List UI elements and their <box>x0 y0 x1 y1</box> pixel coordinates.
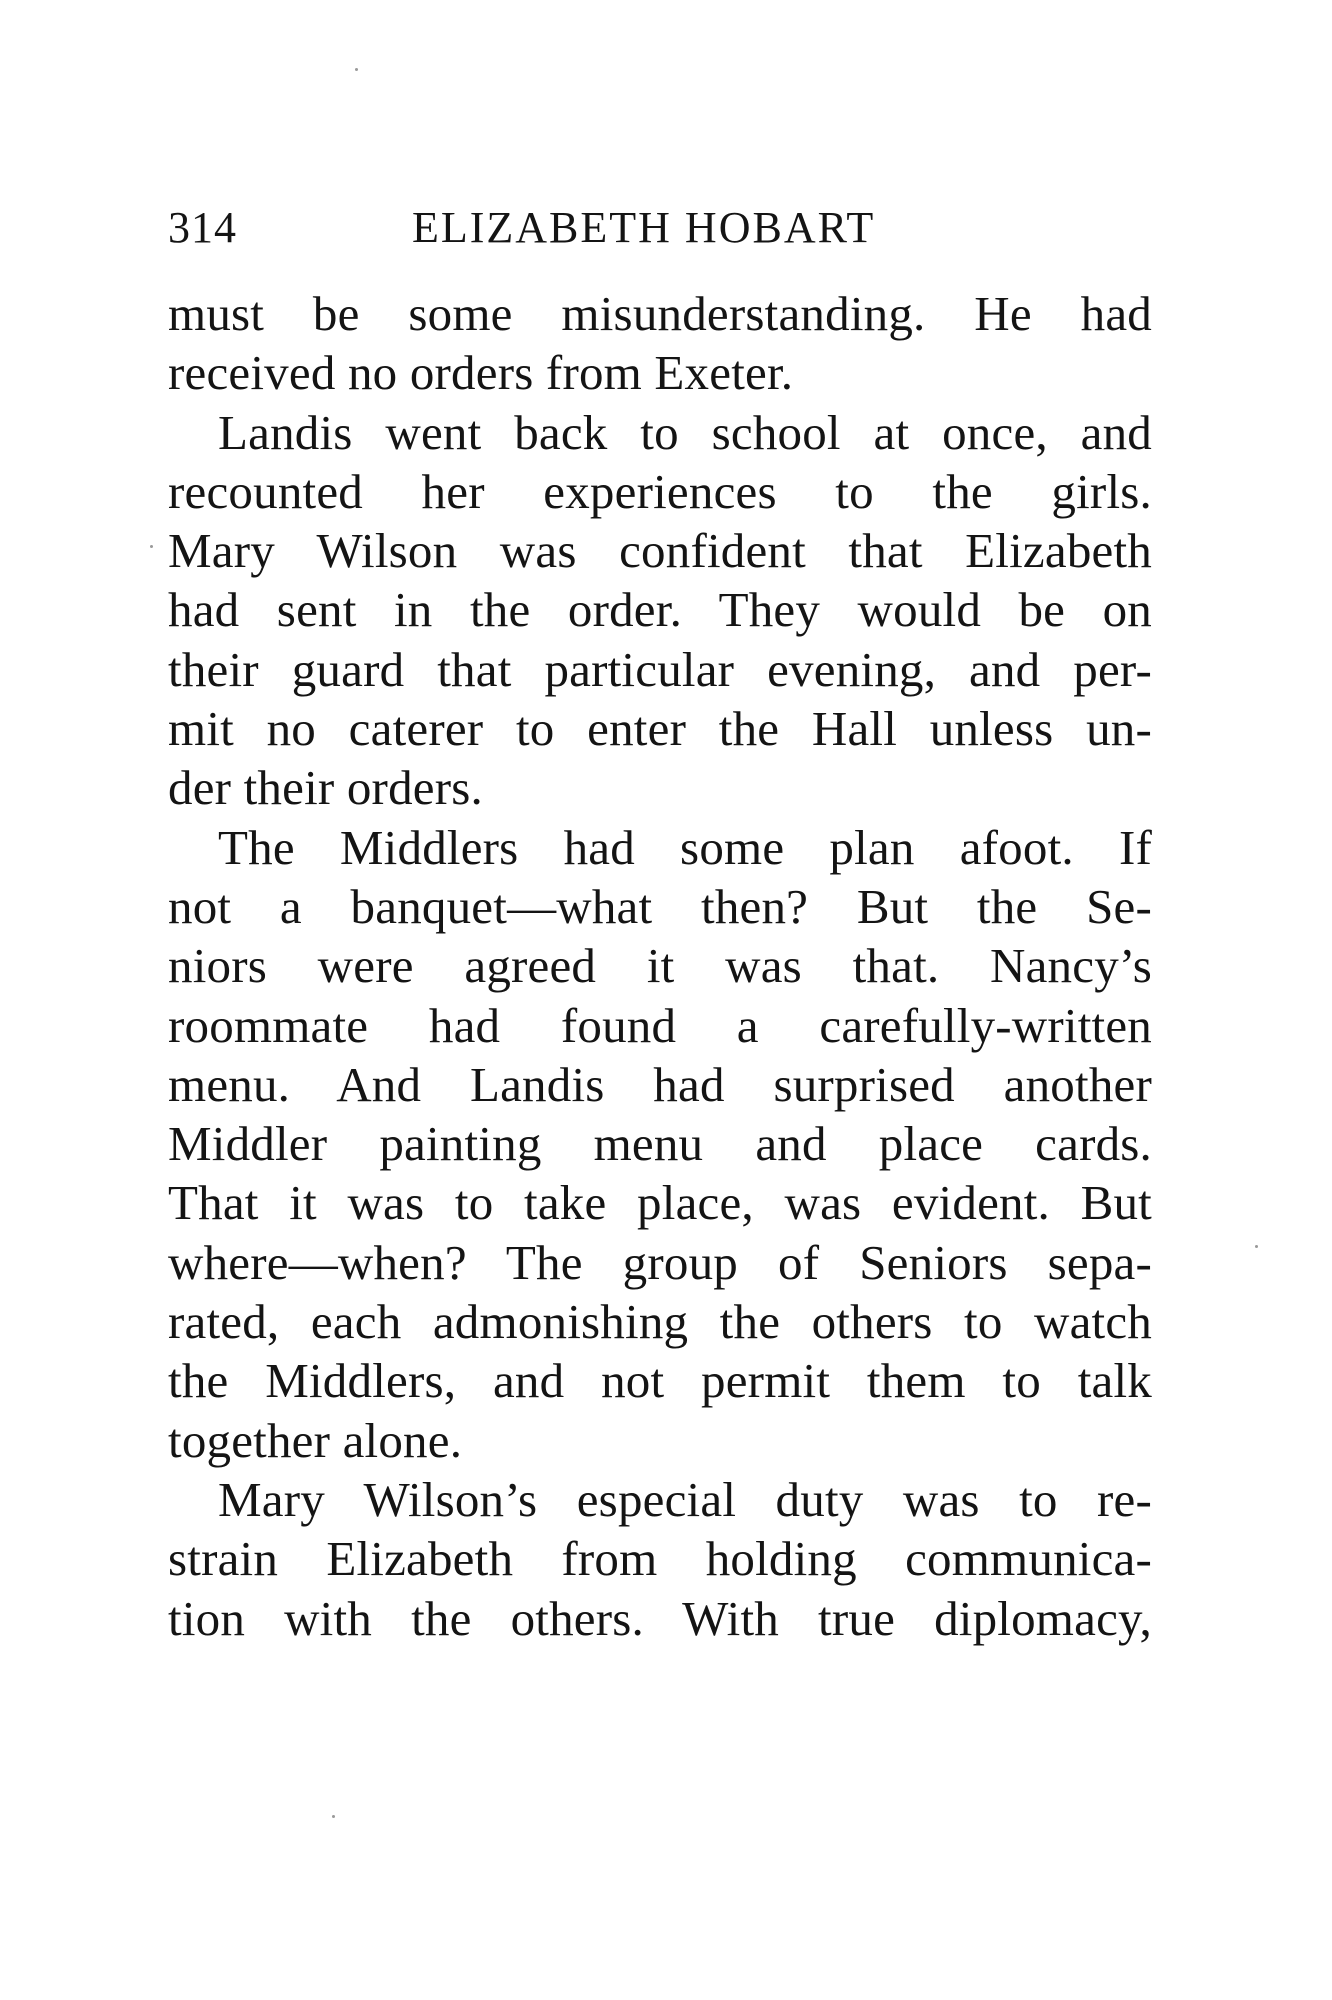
paper-speck <box>355 68 358 71</box>
text-line: Mary Wilson was confident that Elizabeth <box>168 523 1152 579</box>
running-title: ELIZABETH HOBART <box>412 203 876 252</box>
text-line: niors were agreed it was that. Nancy’s <box>168 938 1152 994</box>
paper-speck <box>150 545 153 548</box>
text-line: not a banquet—what then? But the Se- <box>168 878 1152 934</box>
text-line: recounted her experiences to the girls. <box>168 463 1152 519</box>
text-line: menu. And Landis had surprised another <box>168 1056 1152 1112</box>
text-line: strain Elizabeth from holding communica- <box>168 1531 1152 1587</box>
text-line: together alone. <box>168 1412 463 1468</box>
text-line: rated, each admonishing the others to watch <box>168 1294 1152 1350</box>
text-line: must be some misunderstanding. He had <box>168 286 1152 341</box>
page-number: 314 <box>168 203 237 252</box>
text-line: received no orders from Exeter. <box>168 345 794 401</box>
paper-speck <box>1255 1245 1258 1248</box>
text-line: their guard that particular evening, and per- <box>168 641 1152 697</box>
text-line: Landis went back to school at once, and <box>218 404 1152 460</box>
text-line: the Middlers, and not permit them to talk <box>168 1353 1152 1409</box>
text-line: had sent in the order. They would be on <box>168 582 1152 638</box>
text-line: der their orders. <box>168 760 483 816</box>
text-line: That it was to take place, was evident. But <box>168 1175 1152 1231</box>
text-line: where—when? The group of Seniors sepa- <box>168 1234 1152 1290</box>
text-line: mit no caterer to enter the Hall unless un- <box>168 701 1152 757</box>
text-line: Middler painting menu and place cards. <box>168 1116 1152 1172</box>
running-head <box>168 196 1152 260</box>
text-line: Mary Wilson’s especial duty was to re- <box>218 1471 1152 1527</box>
text-line: The Middlers had some plan afoot. If <box>218 819 1152 875</box>
text-line: tion with the others. With true diplomacy, <box>168 1590 1152 1646</box>
body-text <box>168 284 1152 1648</box>
paper-speck <box>332 1815 335 1818</box>
text-line: roommate had found a carefully-written <box>168 997 1152 1053</box>
